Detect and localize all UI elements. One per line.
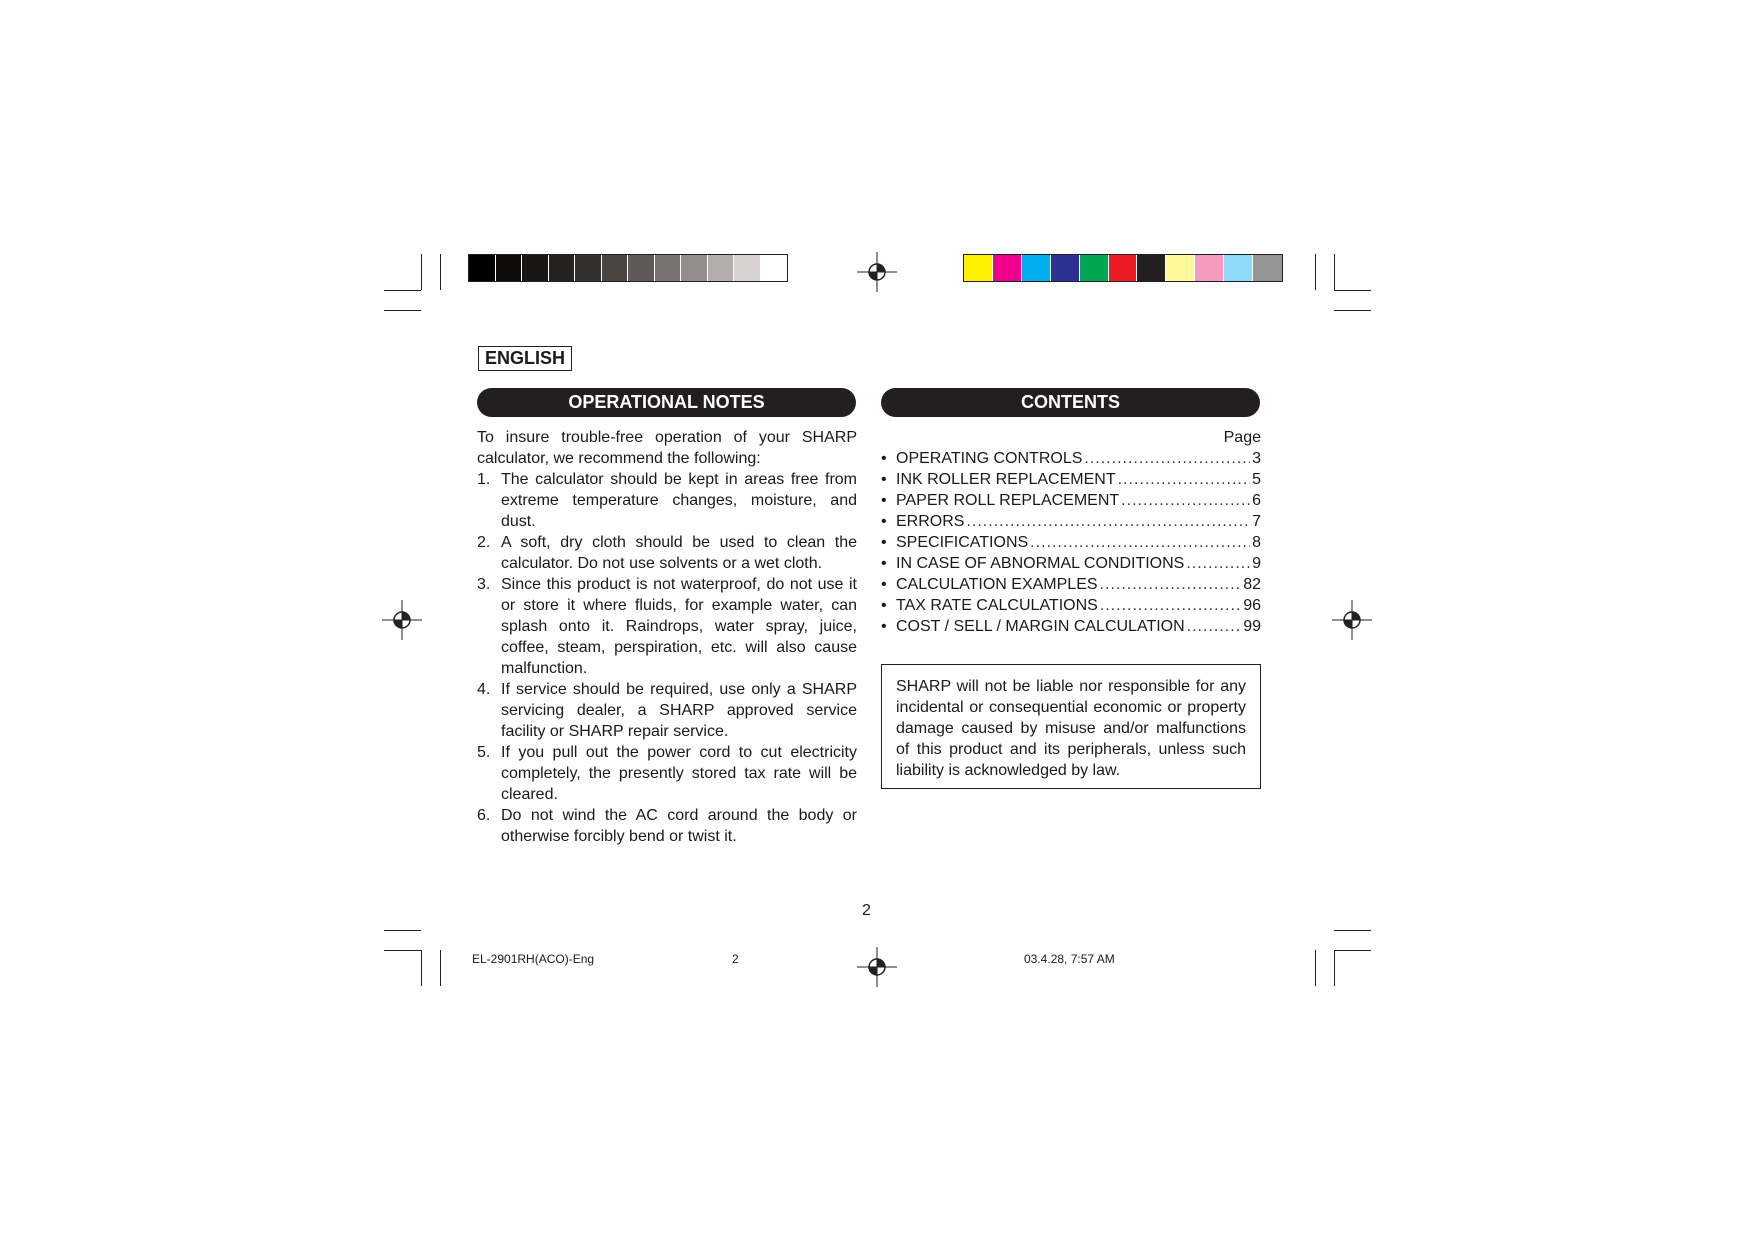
color-swatch: [734, 255, 761, 281]
registration-mark-icon: [857, 947, 897, 987]
color-swatch: [761, 255, 787, 281]
process-color-bar: [963, 254, 1283, 282]
crop-mark: [384, 290, 421, 291]
list-item-text: Since this product is not waterproof, do not use it or store it where fluids, for example water, can splash onto it. Raindrops, water spray, juice, coffee, steam, perspiration, etc. will also cause malfunction.: [501, 576, 857, 677]
list-item: [477, 805, 857, 847]
contents-section: [881, 427, 1261, 637]
toc-entry-title: PAPER ROLL REPLACEMENT: [896, 492, 1120, 509]
crop-mark: [1334, 290, 1371, 291]
crop-mark: [384, 950, 421, 951]
toc-entry-page: 96: [1243, 597, 1261, 614]
toc-entry-page: 3: [1252, 450, 1261, 467]
dot-leader: [966, 511, 1250, 532]
color-swatch: [522, 255, 549, 281]
color-swatch: [469, 255, 496, 281]
toc-entry-page: 7: [1252, 513, 1261, 530]
crop-mark: [1315, 950, 1316, 986]
crop-mark: [421, 950, 422, 986]
color-swatch: [575, 255, 602, 281]
list-item-number: 2.: [477, 534, 491, 551]
operational-notes-intro: To insure trouble-free operation of your SHARP calculator, we recommend the following:: [477, 429, 857, 467]
dot-leader: [1030, 532, 1250, 553]
list-item-number: 3.: [477, 576, 491, 593]
operational-notes-heading: OPERATIONAL NOTES: [477, 388, 856, 417]
dot-leader: [1186, 553, 1250, 574]
footer-file-name: EL-2901RH(ACO)-Eng: [472, 952, 595, 966]
language-label: ENGLISH: [478, 346, 572, 371]
crop-mark: [1334, 310, 1371, 311]
footer-page: 2: [732, 952, 739, 966]
list-item: [477, 574, 857, 679]
toc-entry-title: INK ROLLER REPLACEMENT: [896, 471, 1116, 488]
color-swatch: [964, 255, 993, 281]
list-item-text: If you pull out the power cord to cut electricity completely, the presently stored tax rate will be cleared.: [501, 744, 857, 803]
color-swatch: [1253, 255, 1282, 281]
list-item: [477, 679, 857, 742]
bullet: •: [881, 576, 887, 593]
toc-entry-errors[interactable]: [881, 511, 1261, 532]
dot-leader: [1100, 595, 1241, 616]
operational-notes-list: [477, 469, 857, 847]
color-swatch: [628, 255, 655, 281]
crop-mark: [1334, 254, 1335, 290]
dot-leader: [1121, 490, 1250, 511]
bullet: •: [881, 597, 887, 614]
color-swatch: [1195, 255, 1224, 281]
registration-mark-icon: [857, 252, 897, 292]
toc-entry-page: 82: [1243, 576, 1261, 593]
crop-mark: [1334, 950, 1335, 986]
contents-page-label: Page: [1223, 429, 1261, 446]
list-item-number: 4.: [477, 681, 491, 698]
crop-mark: [384, 310, 421, 311]
footer-timestamp: 03.4.28, 7:57 AM: [1024, 952, 1115, 966]
list-item-number: 1.: [477, 471, 491, 488]
color-swatch: [1137, 255, 1166, 281]
toc-entry-page: 8: [1252, 534, 1261, 551]
toc-entry-ink-roller-replacement[interactable]: [881, 469, 1261, 490]
dot-leader: [1187, 616, 1242, 637]
crop-mark: [1334, 930, 1371, 931]
toc-entry-specifications[interactable]: [881, 532, 1261, 553]
crop-mark: [440, 950, 441, 986]
registration-mark-icon: [382, 600, 422, 640]
color-swatch: [1051, 255, 1080, 281]
bullet: •: [881, 618, 887, 635]
bullet: •: [881, 534, 887, 551]
toc-entry-title: IN CASE OF ABNORMAL CONDITIONS: [896, 555, 1185, 572]
toc-entry-operating-controls[interactable]: [881, 448, 1261, 469]
toc-entry-cost-sell-margin[interactable]: [881, 616, 1261, 637]
bullet: •: [881, 513, 887, 530]
crop-mark: [1315, 254, 1316, 290]
toc-entry-title: ERRORS: [896, 513, 965, 530]
bullet: •: [881, 471, 887, 488]
list-item-text: Do not wind the AC cord around the body or otherwise forcibly bend or twist it.: [501, 807, 857, 845]
toc-entry-title: OPERATING CONTROLS: [896, 450, 1083, 467]
list-item-text: If service should be required, use only a SHARP servicing dealer, a SHARP approved service facility or SHARP repair service.: [501, 681, 857, 740]
color-swatch: [708, 255, 735, 281]
list-item: [477, 742, 857, 805]
toc-entry-calculation-examples[interactable]: [881, 574, 1261, 595]
color-swatch: [655, 255, 682, 281]
contents-heading: CONTENTS: [881, 388, 1260, 417]
dot-leader: [1100, 574, 1242, 595]
color-swatch: [1224, 255, 1253, 281]
list-item-number: 5.: [477, 744, 491, 761]
toc-entry-title: TAX RATE CALCULATIONS: [896, 597, 1098, 614]
color-swatch: [549, 255, 576, 281]
toc-entry-abnormal-conditions[interactable]: [881, 553, 1261, 574]
color-swatch: [1109, 255, 1138, 281]
registration-mark-icon: [1332, 600, 1372, 640]
operational-notes-section: [477, 427, 857, 847]
grayscale-color-bar: [468, 254, 788, 282]
list-item: [477, 469, 857, 532]
liability-disclaimer: SHARP will not be liable nor responsible for any incidental or consequential economic or property damage caused by misuse and/or malfunctions of this product and its peripherals, unless such liability is acknowledged by law.: [881, 664, 1261, 789]
toc-entry-title: COST / SELL / MARGIN CALCULATION: [896, 618, 1185, 635]
color-swatch: [681, 255, 708, 281]
crop-mark: [384, 930, 421, 931]
dot-leader: [1118, 469, 1250, 490]
toc-entry-title: CALCULATION EXAMPLES: [896, 576, 1098, 593]
page-number: 2: [862, 902, 871, 919]
color-swatch: [1166, 255, 1195, 281]
dot-leader: [1084, 448, 1250, 469]
list-item: [477, 532, 857, 574]
toc-entry-page: 6: [1252, 492, 1261, 509]
color-swatch: [496, 255, 523, 281]
crop-mark: [421, 254, 422, 290]
color-swatch: [1022, 255, 1051, 281]
toc-entry-page: 9: [1252, 555, 1261, 572]
toc-entry-paper-roll-replacement[interactable]: [881, 490, 1261, 511]
bullet: •: [881, 492, 887, 509]
toc-entry-tax-rate-calculations[interactable]: [881, 595, 1261, 616]
color-swatch: [602, 255, 629, 281]
list-item-text: A soft, dry cloth should be used to clean the calculator. Do not use solvents or a wet cloth.: [501, 534, 857, 572]
toc-entry-page: 99: [1243, 618, 1261, 635]
crop-mark: [440, 254, 441, 290]
color-swatch: [993, 255, 1022, 281]
bullet: •: [881, 450, 887, 467]
toc-entry-page: 5: [1252, 471, 1261, 488]
bullet: •: [881, 555, 887, 572]
color-swatch: [1080, 255, 1109, 281]
list-item-number: 6.: [477, 807, 491, 824]
crop-mark: [1334, 950, 1371, 951]
toc-entry-title: SPECIFICATIONS: [896, 534, 1029, 551]
list-item-text: The calculator should be kept in areas free from extreme temperature changes, moisture, and dust.: [501, 471, 857, 530]
